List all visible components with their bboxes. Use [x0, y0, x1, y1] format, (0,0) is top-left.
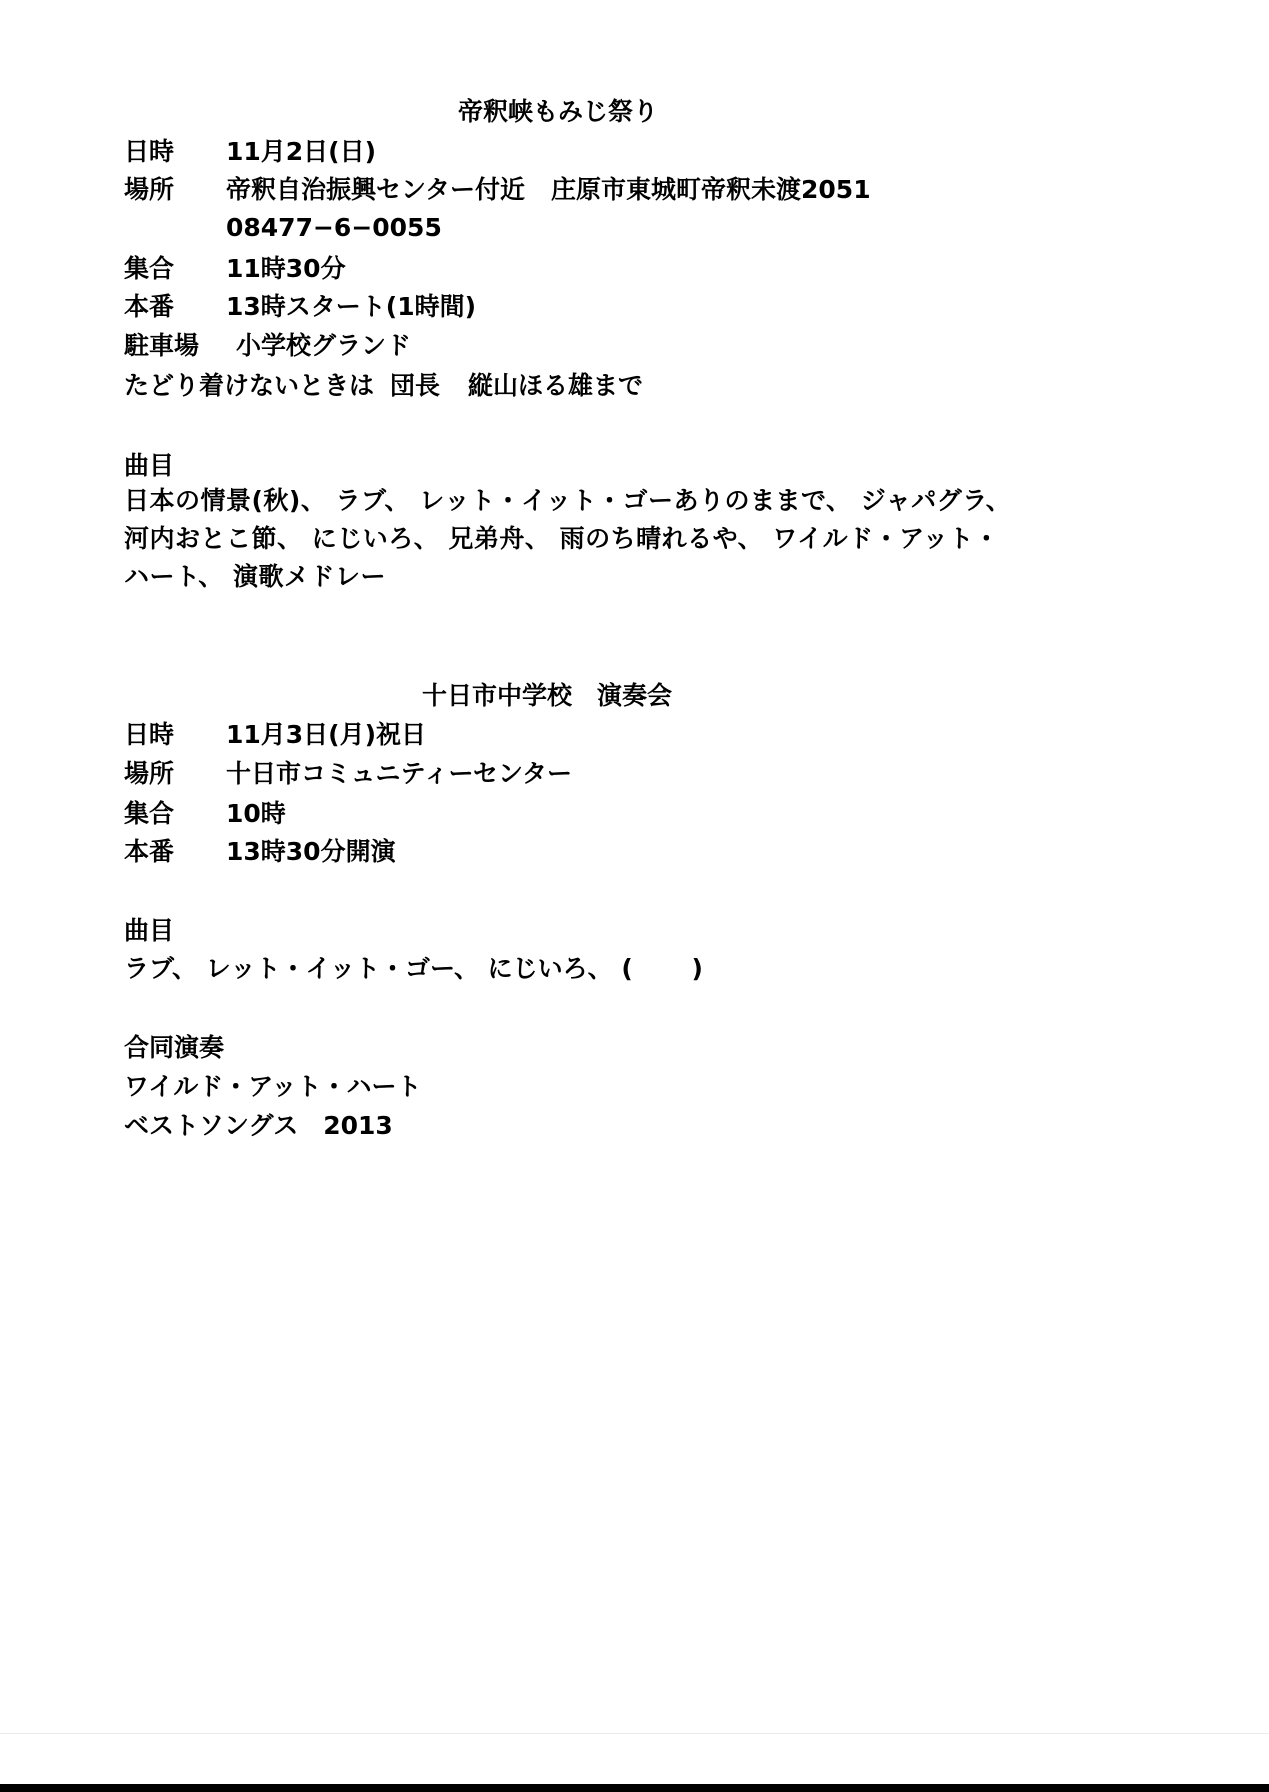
event1-title: 帝釈峡もみじ祭り [458, 97, 659, 126]
event1-show-value: 13時スタート(1時間) [226, 292, 477, 321]
event2-title: 十日市中学校 演奏会 [422, 681, 673, 710]
event1-date-value: 11月2日(日) [226, 137, 377, 166]
event1-show-row [124, 288, 476, 326]
event1-place-value: 帝釈自治振興センター付近 [226, 175, 526, 204]
event1-date-row [124, 133, 376, 171]
event2-joint-item: ワイルド・アット・ハート [124, 1072, 422, 1101]
event2-place-row [124, 755, 572, 793]
event2-date-row [124, 716, 426, 754]
event1-contact-row [124, 367, 643, 405]
event2-date-value: 11月3日(月)祝日 [226, 720, 427, 749]
event1-songs-label: 曲目 [124, 451, 175, 480]
event1-place-row [124, 171, 871, 209]
event1-gather-value: 11時30分 [226, 254, 346, 283]
event1-contact-role: 団長 [390, 371, 441, 400]
event1-show-label: 本番 [124, 292, 175, 321]
event1-gather-row [124, 250, 346, 288]
event1-gather-label: 集合 [124, 254, 175, 283]
event1-place-phone: 08477−6−0055 [226, 213, 442, 242]
event2-joint-item: ベストソングス 2013 [124, 1111, 393, 1140]
event2-joint-label: 合同演奏 [124, 1033, 225, 1062]
event2-songs-text: ラブ、 レット・イット・ゴー、 にじいろ、 ( ) [124, 954, 703, 983]
event2-show-row [124, 833, 396, 871]
event1-parking-label: 駐車場 [124, 331, 200, 360]
event1-parking-row [124, 327, 411, 365]
event2-gather-value: 10時 [226, 799, 286, 828]
event1-parking-value: 小学校グランド [236, 331, 412, 360]
event2-place-value: 十日市コミュニティーセンター [226, 759, 573, 788]
event2-gather-row [124, 795, 286, 833]
event1-contact-text: たどり着けないときは [124, 371, 375, 400]
event1-contact-name: 縦山ほる雄まで [468, 371, 644, 400]
event1-place-address: 庄原市東城町帝釈未渡2051 [551, 175, 871, 204]
event1-phone-row [124, 209, 442, 247]
scan-artifact-line [0, 1733, 1269, 1734]
event1-place-label: 場所 [124, 175, 175, 204]
event2-show-label: 本番 [124, 837, 175, 866]
event2-show-value: 13時30分開演 [226, 837, 396, 866]
event2-songs-label: 曲目 [124, 916, 175, 945]
event2-gather-label: 集合 [124, 799, 175, 828]
event2-date-label: 日時 [124, 720, 175, 749]
event1-songs-text: 日本の情景(秋)、 ラブ、 レット・イット・ゴーありのままで、 ジャパグラ、 河内おとこ節、 にじいろ、 兄弟舟、 雨のち晴れるや、 ワイルド・アット・ハート、 演歌メドレー [124, 486, 1012, 591]
event2-place-label: 場所 [124, 759, 175, 788]
event1-date-label: 日時 [124, 137, 175, 166]
scan-bottom-edge [0, 1784, 1269, 1792]
